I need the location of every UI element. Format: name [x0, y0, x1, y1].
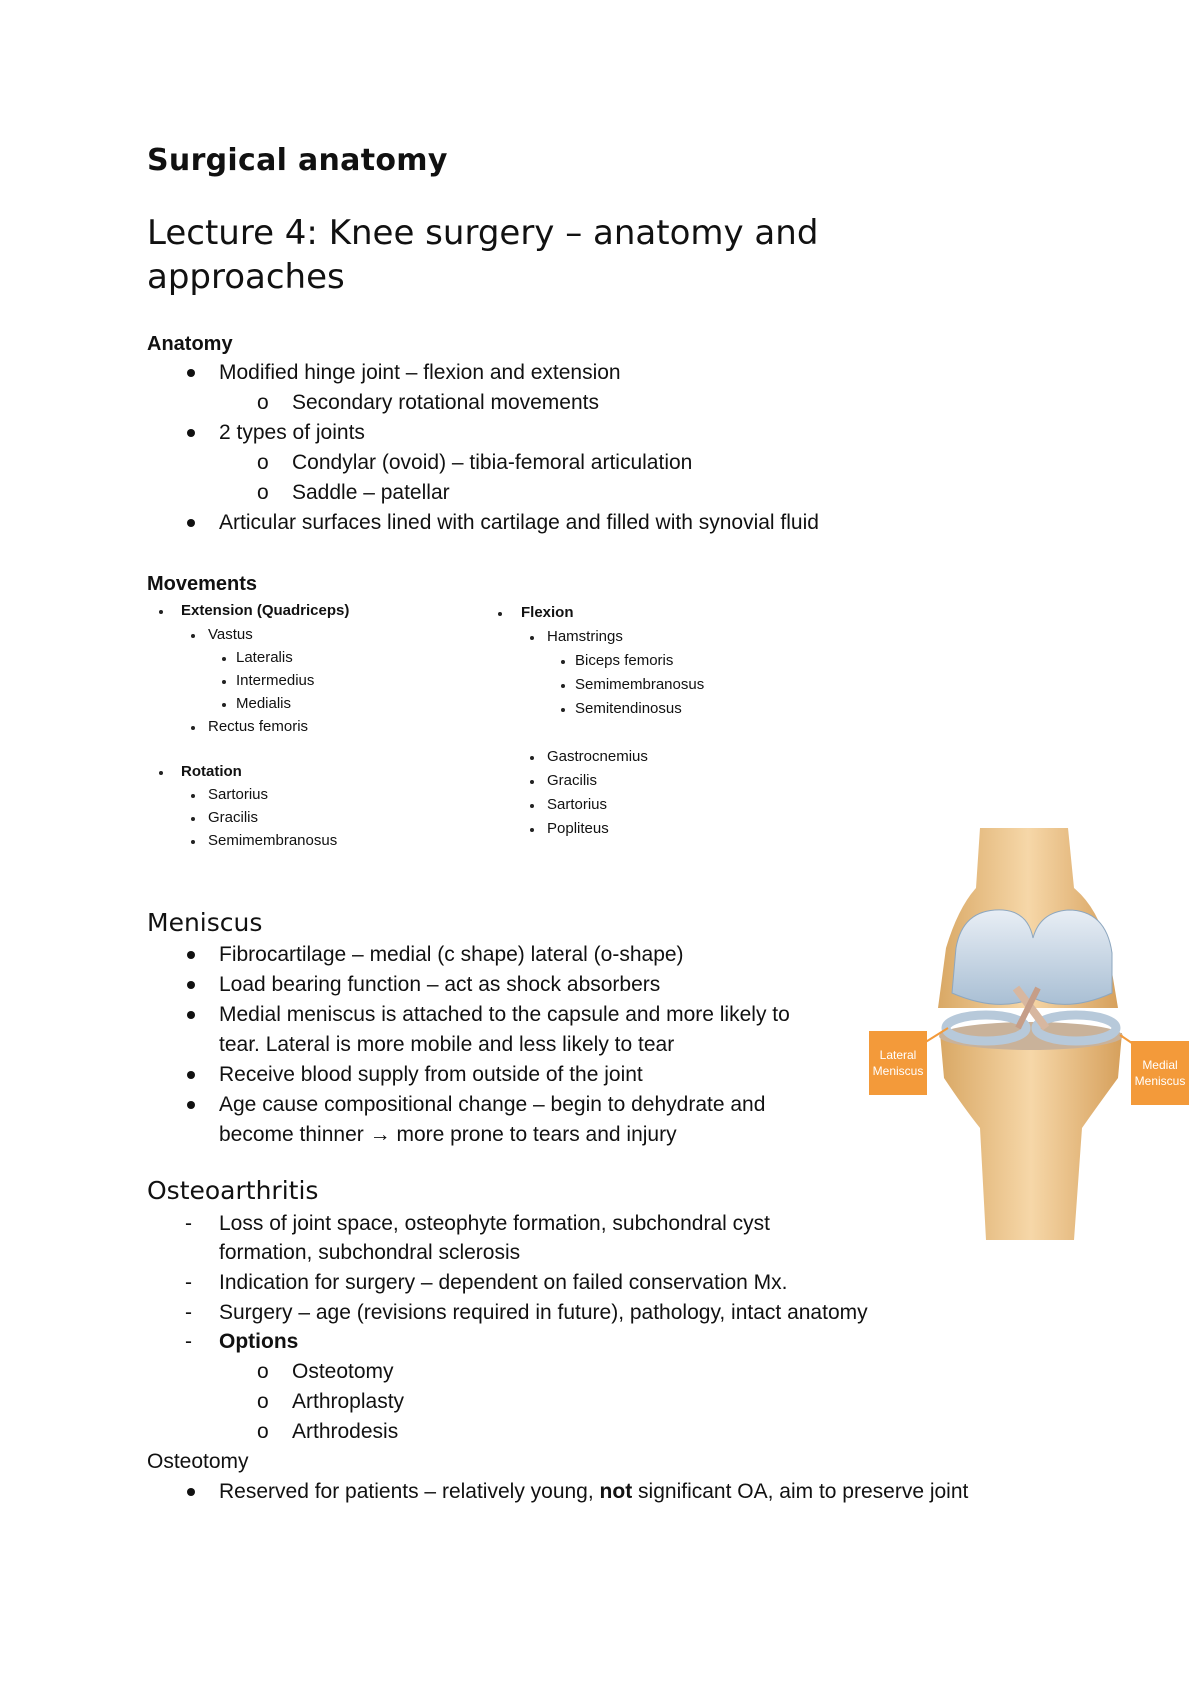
list-item	[219, 1478, 968, 1506]
bullet-icon	[187, 1011, 195, 1019]
list-item: Indication for surgery – dependent on failed conservation Mx.	[219, 1271, 788, 1294]
bullet-icon	[191, 794, 195, 798]
dash-bullet-icon: -	[185, 1301, 192, 1324]
bullet-icon	[187, 1488, 195, 1496]
bullet-icon	[222, 680, 226, 684]
list-item: Fibrocartilage – medial (c shape) lateral (o-shape)	[219, 943, 684, 966]
list-item: Gracilis	[547, 772, 598, 789]
bullet-icon	[530, 780, 534, 784]
bullet-icon	[187, 1071, 195, 1079]
list-item: Age cause compositional change – begin to dehydrate and	[219, 1093, 766, 1116]
bullet-icon	[191, 840, 195, 844]
bullet-icon	[187, 369, 195, 377]
movements-heading: Movements	[147, 573, 258, 595]
list-item: Semimembranosus	[575, 676, 705, 693]
list-item: Sartorius	[547, 796, 608, 813]
bullet-icon	[530, 756, 534, 760]
list-item: Sartorius	[208, 786, 269, 803]
list-item: Options	[219, 1330, 299, 1353]
bullet-icon	[159, 771, 163, 775]
flexion-title: Flexion	[521, 604, 574, 621]
bullet-icon	[187, 951, 195, 959]
dash-bullet-icon: -	[185, 1271, 192, 1294]
list-item: Vastus	[208, 626, 253, 643]
bullet-icon	[561, 660, 565, 664]
list-item: Gracilis	[208, 809, 259, 826]
list-item: Semitendinosus	[575, 700, 682, 717]
bullet-icon	[498, 612, 502, 616]
list-item: 2 types of joints	[219, 421, 365, 444]
bullet-icon	[530, 636, 534, 640]
lateral-meniscus-label: Lateral Meniscus	[869, 1031, 927, 1095]
extension-title: Extension (Quadriceps)	[181, 602, 350, 619]
list-item-continuation	[219, 1121, 677, 1149]
circle-bullet-icon: o	[257, 1360, 269, 1383]
circle-bullet-icon: o	[257, 451, 269, 474]
list-item: Receive blood supply from outside of the joint	[219, 1063, 643, 1086]
circle-bullet-icon: o	[257, 1420, 269, 1443]
meniscus-heading: Meniscus	[147, 908, 263, 937]
list-item: Medial meniscus is attached to the capsule and more likely to	[219, 1003, 790, 1026]
list-item: Rectus femoris	[208, 718, 309, 735]
bullet-icon	[561, 684, 565, 688]
list-item-text: significant OA, aim to preserve joint	[638, 1480, 969, 1503]
list-item-text: become thinner	[219, 1123, 364, 1146]
dash-bullet-icon: -	[185, 1330, 192, 1353]
list-item: Semimembranosus	[208, 832, 338, 849]
list-item: Popliteus	[547, 820, 609, 837]
list-item: Loss of joint space, osteophyte formation, subchondral cyst	[219, 1212, 770, 1235]
bullet-icon	[191, 817, 195, 821]
rotation-title: Rotation	[181, 763, 242, 780]
list-item: Saddle – patellar	[292, 481, 450, 504]
bullet-icon	[530, 828, 534, 832]
list-item: Condylar (ovoid) – tibia-femoral articulation	[292, 451, 693, 474]
list-item-continuation: formation, subchondral sclerosis	[219, 1241, 521, 1264]
bullet-icon	[191, 634, 195, 638]
bullet-icon	[187, 981, 195, 989]
list-item: Medialis	[236, 695, 292, 712]
bullet-icon	[187, 1101, 195, 1109]
list-item: Osteotomy	[292, 1360, 394, 1383]
list-item: Modified hinge joint – flexion and extension	[219, 361, 621, 384]
list-item: Arthroplasty	[292, 1390, 405, 1413]
osteoarthritis-heading: Osteoarthritis	[147, 1176, 319, 1205]
bullet-icon	[159, 610, 163, 614]
tibia-shape	[940, 1033, 1122, 1240]
bullet-icon	[191, 726, 195, 730]
arrow-right-icon: →	[369, 1123, 391, 1146]
dash-bullet-icon: -	[185, 1212, 192, 1235]
list-item: Secondary rotational movements	[292, 391, 599, 414]
list-item: Articular surfaces lined with cartilage and filled with synovial fluid	[219, 511, 819, 534]
list-item-text: more prone to tears and injury	[396, 1123, 677, 1146]
list-item: Hamstrings	[547, 628, 623, 645]
medial-meniscus-label: Medial Meniscus	[1131, 1041, 1189, 1105]
list-item: Intermedius	[236, 672, 315, 689]
list-item: Surgery – age (revisions required in future), pathology, intact anatomy	[219, 1301, 868, 1324]
list-item-text: Reserved for patients – relatively young,	[219, 1480, 594, 1503]
circle-bullet-icon: o	[257, 1390, 269, 1413]
course-title: Surgical anatomy	[147, 143, 448, 178]
bullet-icon	[530, 804, 534, 808]
bullet-icon	[222, 657, 226, 661]
circle-bullet-icon: o	[257, 391, 269, 414]
list-item: Arthrodesis	[292, 1420, 399, 1443]
list-item: Lateralis	[236, 649, 293, 666]
list-item: Load bearing function – act as shock absorbers	[219, 973, 661, 996]
lecture-title: Lecture 4: Knee surgery – anatomy and approaches	[147, 213, 819, 297]
list-item: Biceps femoris	[575, 652, 674, 669]
anatomy-heading: Anatomy	[147, 333, 233, 355]
circle-bullet-icon: o	[257, 481, 269, 504]
bullet-icon	[187, 429, 195, 437]
list-item: Gastrocnemius	[547, 748, 648, 765]
bullet-icon	[561, 708, 565, 712]
list-item-continuation: tear. Lateral is more mobile and less likely to tear	[219, 1033, 675, 1056]
bullet-icon	[222, 703, 226, 707]
osteotomy-heading: Osteotomy	[147, 1450, 249, 1473]
emphasis-text: not	[599, 1480, 633, 1503]
bullet-icon	[187, 519, 195, 527]
